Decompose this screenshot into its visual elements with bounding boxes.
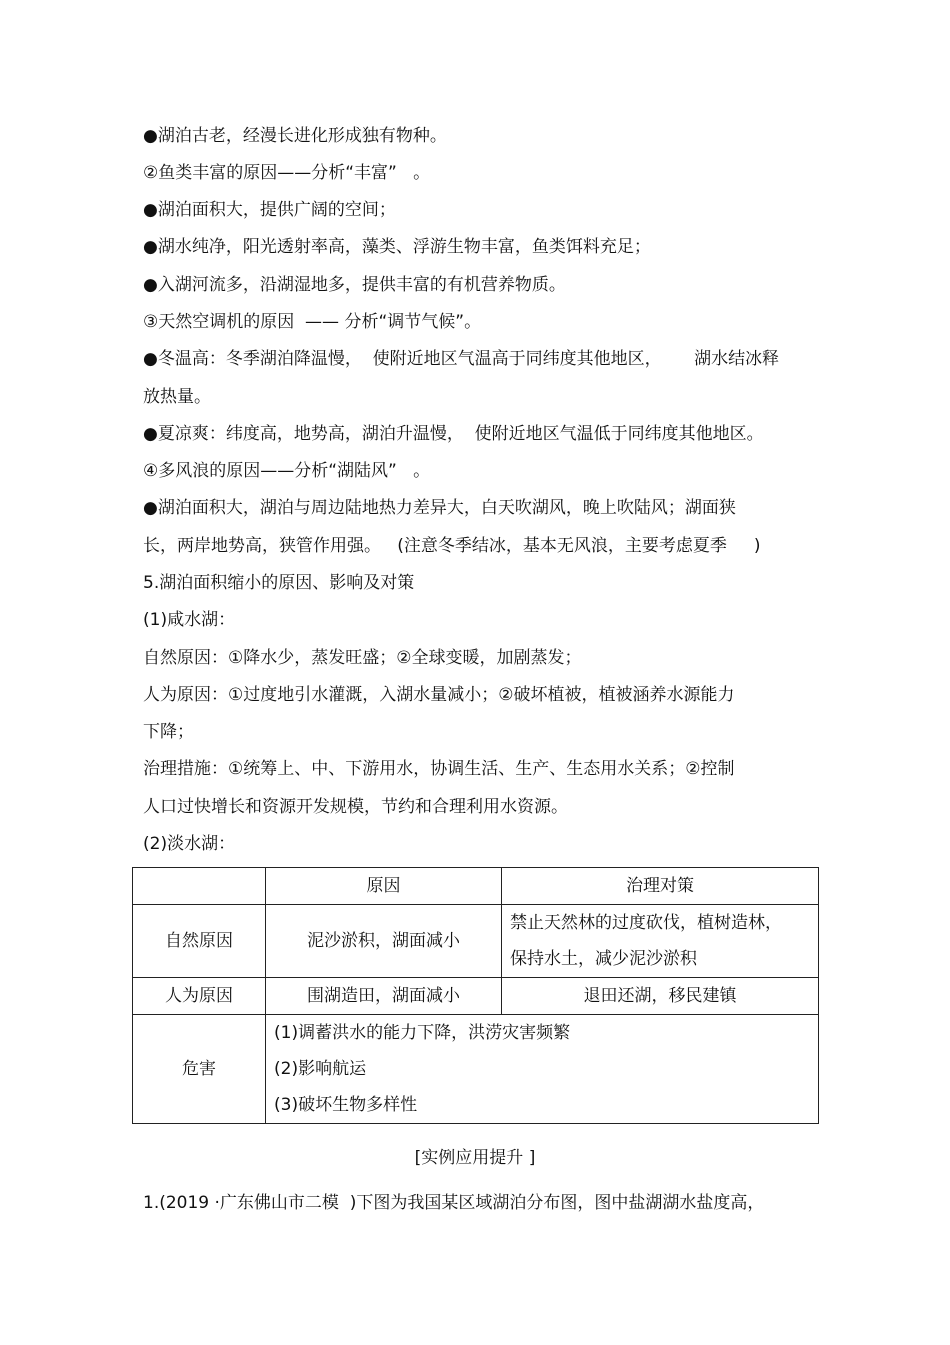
text-line: ●湖泊面积大，湖泊与周边陆地热力差异大，白天吹湖风，晚上吹陆风；湖面狭	[143, 498, 736, 518]
row-label: 人为原因	[133, 978, 266, 1015]
text-line: 自然原因：①降水少，蒸发旺盛；②全球变暖，加剧蒸发；	[143, 648, 582, 668]
row-label: 危害	[133, 1015, 266, 1124]
text-line: 下降；	[143, 722, 194, 742]
text-line: ●湖泊古老，经漫长进化形成独有物种。	[143, 126, 447, 146]
measure-line: 保持水土，减少泥沙淤积	[510, 949, 697, 969]
harm-item: (1)调蓄洪水的能力下降，洪涝灾害频繁	[274, 1023, 571, 1043]
harm-item: (3)破坏生物多样性	[274, 1095, 418, 1115]
text-line: 人口过快增长和资源开发规模，节约和合理利用水资源。	[143, 797, 568, 817]
table-header-cell: 治理对策	[502, 868, 819, 905]
text-line: ④多风浪的原因——分析“湖陆风” 。	[143, 461, 431, 481]
table-row	[133, 905, 819, 978]
text-line: (2)淡水湖：	[143, 834, 236, 854]
text-line: ③天然空调机的原因 —— 分析“调节气候”。	[143, 312, 482, 332]
text-line: ●湖泊面积大，提供广阔的空间；	[143, 200, 396, 220]
table-header-cell: 原因	[266, 868, 502, 905]
text-line: ②鱼类丰富的原因——分析“丰富” 。	[143, 163, 431, 183]
cause-cell: 泥沙淤积，湖面减小	[266, 905, 502, 978]
table-row	[133, 978, 819, 1015]
text-line: ●冬温高：冬季湖泊降温慢， 使附近地区气温高于同纬度其他地区， 湖水结冰释	[143, 349, 780, 369]
section-heading: [实例应用提升 ]	[414, 1148, 536, 1168]
table-header-cell	[133, 868, 266, 905]
table-header-row	[133, 868, 819, 905]
text-line: 人为原因：①过度地引水灌溉，入湖水量减小；②破坏植被，植被涵养水源能力	[143, 685, 735, 705]
freshwater-lake-table	[132, 867, 819, 1124]
text-line: ●夏凉爽：纬度高，地势高，湖泊升温慢， 使附近地区气温低于同纬度其他地区。	[143, 424, 764, 444]
measure-cell	[502, 905, 819, 978]
question-line: 1.(2019 ·广东佛山市二模 )下图为我国某区域湖泊分布图，图中盐湖湖水盐度高，	[143, 1193, 765, 1213]
text-line: ●入湖河流多，沿湖湿地多，提供丰富的有机营养物质。	[143, 275, 566, 295]
row-label: 自然原因	[133, 905, 266, 978]
text-line: 治理措施：①统筹上、中、下游用水，协调生活、生产、生态用水关系；②控制	[143, 759, 735, 779]
harm-item: (2)影响航运	[274, 1059, 367, 1079]
text-line: 长，两岸地势高，狭管作用强。 (注意冬季结冰，基本无风浪，主要考虑夏季 )	[143, 536, 761, 556]
text-line: (1)咸水湖：	[143, 610, 236, 630]
table-row	[133, 1015, 819, 1124]
cause-cell: 围湖造田，湖面减小	[266, 978, 502, 1015]
measure-cell: 退田还湖，移民建镇	[502, 978, 819, 1015]
harm-cell	[266, 1015, 819, 1124]
section-heading: 5.湖泊面积缩小的原因、影响及对策	[143, 573, 415, 593]
text-line: 放热量。	[143, 387, 211, 407]
measure-line: 禁止天然林的过度砍伐，植树造林，	[510, 913, 782, 933]
text-line: ●湖水纯净，阳光透射率高，藻类、浮游生物丰富，鱼类饵料充足；	[143, 237, 651, 257]
